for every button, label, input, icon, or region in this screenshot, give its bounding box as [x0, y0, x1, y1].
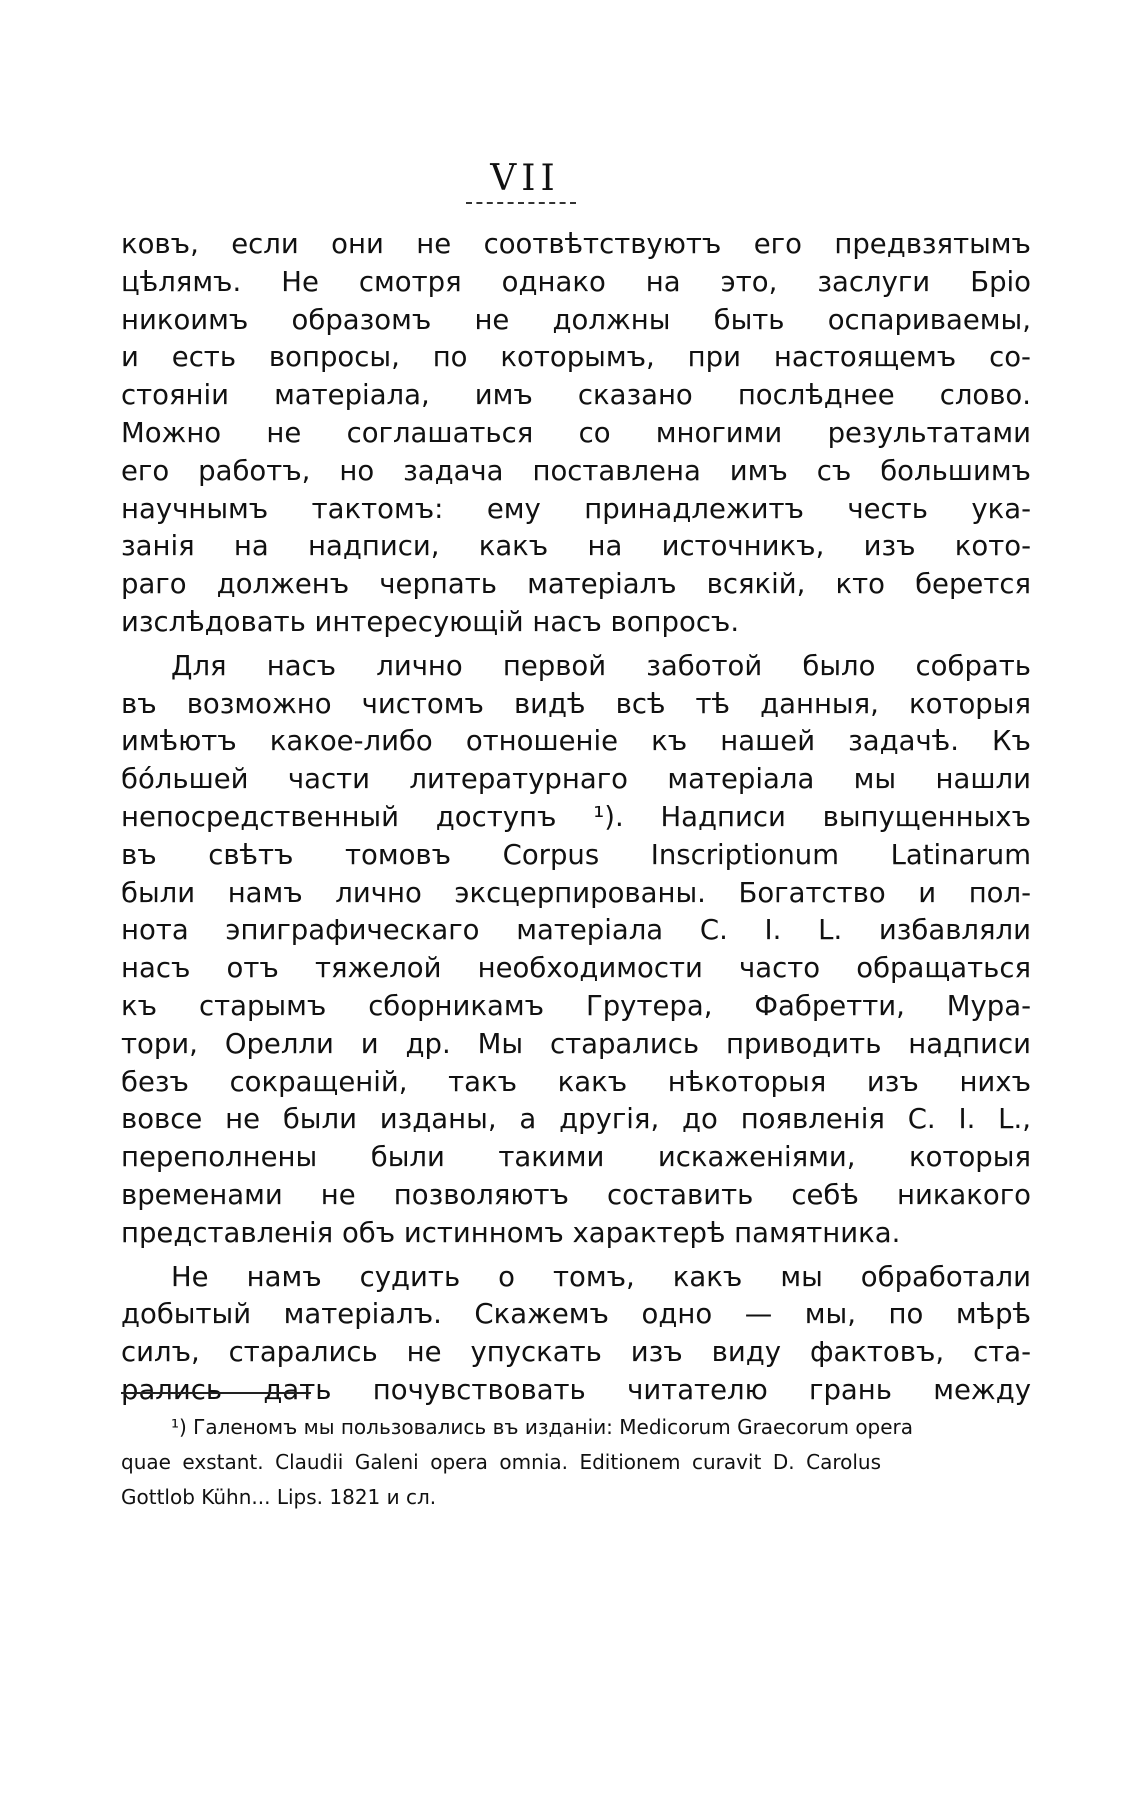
text-line: добытый матеріалъ. Скажемъ одно — мы, по мѣрѣ [121, 1298, 1031, 1331]
text-line: непосредственный доступъ ¹). Надписи выпущенныхъ [121, 800, 1031, 833]
text-line: раго долженъ черпать матеріалъ всякій, кто берется [121, 568, 1031, 601]
page-number-rule [466, 202, 576, 204]
text-line: вовсе не были изданы, а другія, до появленія C. I. L., [121, 1103, 1031, 1136]
text-line: занія на надписи, какъ на источникъ, изъ кото- [121, 530, 1031, 563]
text-line: въ свѣтъ томовъ Corpus Inscriptionum Latinarum [121, 838, 1031, 871]
text-line: Для насъ лично первой заботой было собрать [171, 649, 1031, 682]
text-line: тори, Орелли и др. Мы старались приводить надписи [121, 1027, 1031, 1060]
footnote [121, 1410, 914, 1515]
text-line: бо́льшей части литературнаго матеріала мы нашли [121, 763, 1031, 796]
paragraph-1 [121, 226, 1031, 642]
body-text [121, 226, 1031, 1410]
text-line: ковъ, если они не соотвѣтствуютъ его предвзятымъ [121, 228, 1031, 260]
text-line: изслѣдовать интересующій насъ вопросъ. [121, 605, 740, 638]
text-line: силъ, старались не упускать изъ виду фактовъ, ста- [121, 1336, 1031, 1369]
text-line: Можно не соглашаться со многими результатами [121, 416, 1031, 449]
text-line: рались дать почувствовать читателю грань между [121, 1373, 1031, 1406]
footnote-line: Gottlob Kühn... Lips. 1821 и сл. [121, 1485, 437, 1509]
text-line: представленія объ истинномъ характерѣ памятника. [121, 1216, 901, 1249]
text-line: въ возможно чистомъ видѣ всѣ тѣ данныя, которыя [121, 687, 1031, 720]
footnote-rule [121, 1392, 311, 1394]
text-line: нота эпиграфическаго матеріала C. I. L. избавляли [121, 914, 1031, 947]
text-line: были намъ лично эксцерпированы. Богатство и пол- [121, 876, 1031, 909]
text-line: стояніи матеріала, имъ сказано послѣднее слово. [121, 379, 1031, 412]
paragraph-2 [121, 648, 1031, 1253]
page-number: VII [490, 158, 560, 199]
text-line: научнымъ тактомъ: ему принадлежитъ честь ука- [121, 492, 1031, 525]
text-line: временами не позволяютъ составить себѣ никакого [121, 1178, 1031, 1211]
text-line: насъ отъ тяжелой необходимости часто обращаться [121, 952, 1031, 985]
footnote-line: ¹) Галеномъ мы пользовались въ изданіи: Medicorum Graecorum opera [171, 1415, 914, 1439]
text-line: переполнены были такими искаженіями, которыя [121, 1141, 1031, 1174]
text-line: никоимъ образомъ не должны быть оспариваемы, [121, 303, 1031, 336]
text-line: цѣлямъ. Не смотря однако на это, заслуги Бріо [121, 265, 1031, 298]
text-line: къ старымъ сборникамъ Грутера, Фабретти, Мура- [121, 989, 1031, 1022]
text-line: Не намъ судить о томъ, какъ мы обработали [171, 1260, 1031, 1293]
text-line: безъ сокращеній, такъ какъ нѣкоторыя изъ нихъ [121, 1065, 1031, 1098]
paragraph-3 [121, 1259, 1031, 1410]
text-line: имѣютъ какое-либо отношеніе къ нашей задачѣ. Къ [121, 725, 1031, 758]
text-line: его работъ, но задача поставлена имъ съ большимъ [121, 454, 1031, 487]
text-line: и есть вопросы, по которымъ, при настоящемъ со- [121, 341, 1031, 374]
footnote-line: quae exstant. Claudii Galeni opera omnia. Editionem curavit D. Carolus [121, 1450, 881, 1474]
